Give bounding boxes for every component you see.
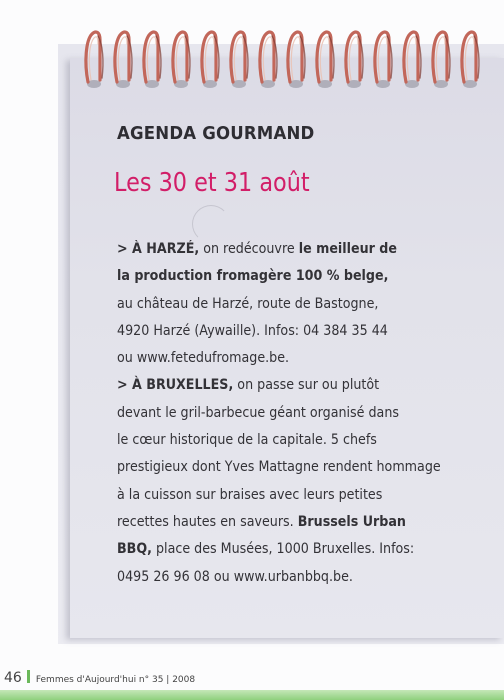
entry-2-line xyxy=(117,400,467,427)
binding-ring-icon xyxy=(313,22,337,92)
bold-text: > À BRUXELLES, xyxy=(117,377,234,394)
spiral-binding-rings-icon xyxy=(82,22,482,92)
binding-ring-icon xyxy=(169,22,193,92)
footer-separator xyxy=(27,670,30,683)
body-text: place des Musées, 1000 Bruxelles. Infos: xyxy=(151,541,415,558)
binding-ring-icon xyxy=(429,22,453,92)
body-text: 0495 26 96 08 ou www.urbanbbq.be. xyxy=(117,568,353,585)
entry-1-line xyxy=(117,345,467,372)
entry-2-line xyxy=(117,372,467,399)
body-text: ou www.fetedufromage.be. xyxy=(117,350,290,367)
entry-2-line xyxy=(117,509,467,536)
body-text: au château de Harzé, route de Bastogne, xyxy=(117,295,379,312)
binding-ring-icon xyxy=(400,22,424,92)
agenda-body xyxy=(117,236,467,591)
body-text: recettes hautes en saveurs. xyxy=(117,513,298,530)
bold-text: > À HARZÉ, xyxy=(117,241,200,257)
entry-2-line xyxy=(117,454,467,481)
entry-1-line xyxy=(117,291,467,318)
binding-ring-icon xyxy=(256,22,280,92)
binding-ring-icon xyxy=(140,22,164,92)
entry-2-line xyxy=(117,536,467,563)
entry-2-line xyxy=(117,482,467,509)
agenda-heading: AGENDA GOURMAND xyxy=(117,123,315,144)
binding-ring-icon xyxy=(284,22,308,92)
entry-1-line xyxy=(117,263,467,290)
body-text: à la cuisson sur braises avec leurs petites xyxy=(117,486,383,503)
body-text: le cœur historique de la capitale. 5 chefs xyxy=(117,432,377,449)
entry-2-line xyxy=(117,427,467,454)
bold-text: la production fromagère 100 % belge, xyxy=(117,268,389,285)
binding-ring-icon xyxy=(111,22,135,92)
bold-text: le meilleur de xyxy=(298,241,397,257)
body-text: 4920 Harzé (Aywaille). Infos: 04 384 35 44 xyxy=(117,322,388,339)
binding-ring-icon xyxy=(371,22,395,92)
binding-ring-icon xyxy=(198,22,222,92)
entry-2-line xyxy=(117,564,467,591)
entry-1-line xyxy=(117,318,467,345)
binding-ring-icon xyxy=(82,22,106,92)
body-text: on passe sur ou plutôt xyxy=(233,377,380,394)
magazine-issue: Femmes d'Aujourd'hui n° 35 | 2008 xyxy=(35,675,196,685)
body-text: devant le gril-barbecue géant organisé dans xyxy=(117,404,399,421)
body-text: on redécouvre xyxy=(199,241,299,257)
footer-color-bar xyxy=(0,690,504,700)
bold-text: Brussels Urban xyxy=(297,513,406,530)
body-text: prestigieux dont Yves Mattagne rendent hommage xyxy=(117,459,441,476)
binding-ring-icon xyxy=(342,22,366,92)
binding-ring-icon xyxy=(227,22,251,92)
binding-ring-icon xyxy=(458,22,482,92)
page-footer xyxy=(4,669,195,689)
bold-text: BBQ, xyxy=(117,541,152,558)
agenda-date: Les 30 et 31 août xyxy=(114,168,310,198)
entry-1-line xyxy=(117,236,467,263)
page-number: 46 xyxy=(4,670,22,686)
